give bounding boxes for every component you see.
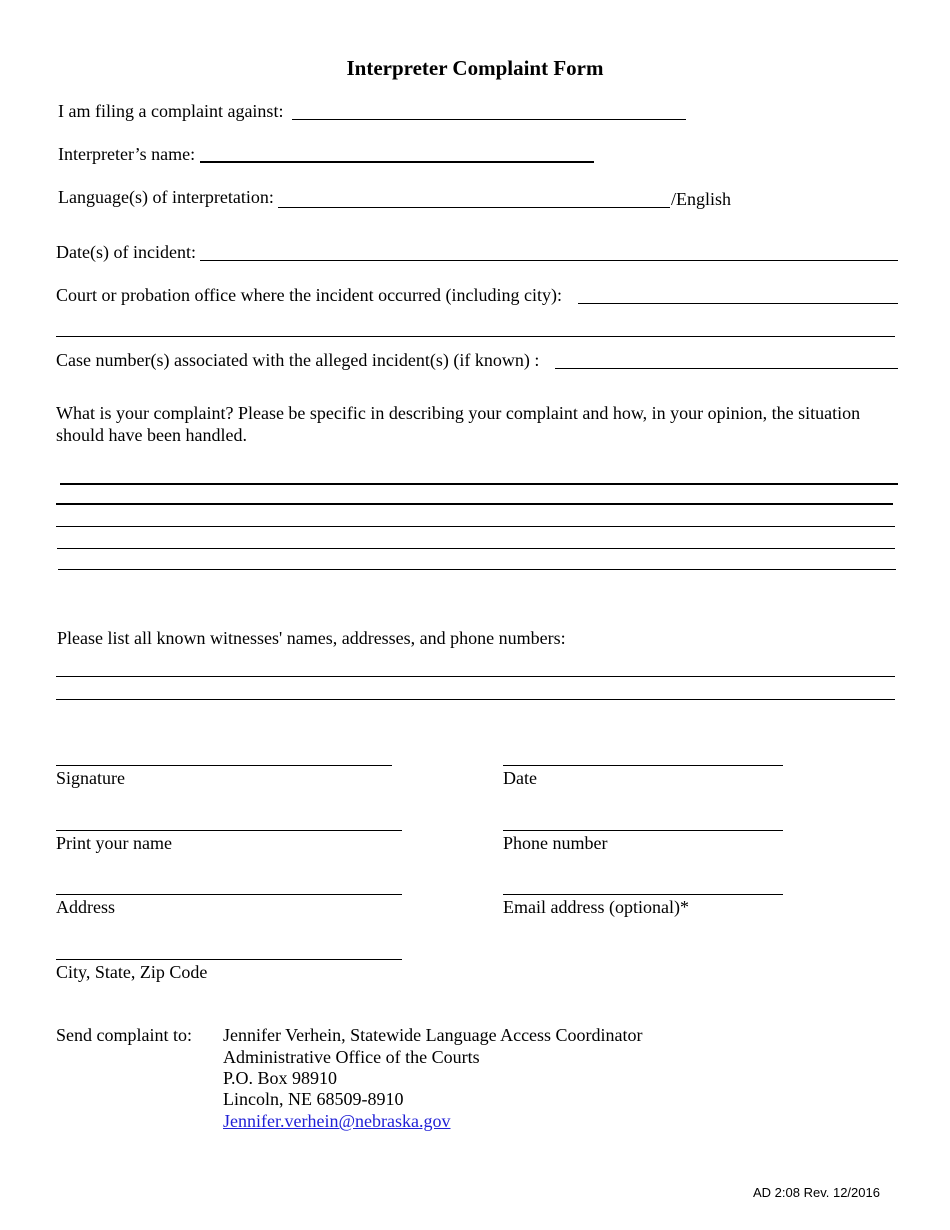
witnesses-line-1[interactable] — [56, 676, 895, 677]
court-office-field-line-2[interactable] — [56, 336, 895, 337]
send-to-office: Administrative Office of the Courts — [223, 1047, 480, 1067]
form-code: AD 2:08 Rev. 12/2016 — [753, 1185, 880, 1200]
complaint-description-line-3[interactable] — [56, 526, 895, 527]
email-field[interactable] — [503, 894, 783, 895]
languages-label: Language(s) of interpretation: — [58, 187, 274, 207]
signature-label: Signature — [56, 768, 125, 788]
interpreter-name-field[interactable] — [200, 161, 594, 163]
case-numbers-field[interactable] — [555, 368, 898, 369]
email-label: Email address (optional)* — [503, 897, 689, 917]
dates-field[interactable] — [200, 260, 898, 261]
city-state-zip-field[interactable] — [56, 959, 402, 960]
address-field[interactable] — [56, 894, 402, 895]
send-to-label: Send complaint to: — [56, 1025, 192, 1045]
send-to-city: Lincoln, NE 68509-8910 — [223, 1089, 404, 1109]
complaint-against-field[interactable] — [292, 119, 686, 120]
complaint-description-line-1[interactable] — [60, 483, 898, 485]
witnesses-prompt: Please list all known witnesses' names, addresses, and phone numbers: — [57, 628, 566, 648]
signature-field[interactable] — [56, 765, 392, 766]
interpreter-name-label: Interpreter’s name: — [58, 144, 196, 164]
complaint-against-label: I am filing a complaint against: — [58, 101, 284, 121]
phone-label: Phone number — [503, 833, 608, 853]
languages-english-suffix: /English — [671, 189, 732, 209]
city-state-zip-label: City, State, Zip Code — [56, 962, 208, 982]
languages-field[interactable] — [278, 207, 670, 208]
page-title: Interpreter Complaint Form — [346, 56, 604, 80]
court-office-field[interactable] — [578, 303, 898, 304]
court-office-label: Court or probation office where the incident occurred (including city): — [56, 285, 562, 305]
send-to-name: Jennifer Verhein, Statewide Language Access Coordinator — [223, 1025, 643, 1045]
send-to-email-link[interactable]: Jennifer.verhein@nebraska.gov — [223, 1111, 451, 1131]
case-numbers-label: Case number(s) associated with the alleged incident(s) (if known) : — [56, 350, 540, 370]
address-label: Address — [56, 897, 115, 917]
witnesses-line-2[interactable] — [56, 699, 895, 700]
print-name-label: Print your name — [56, 833, 172, 853]
complaint-description-line-4[interactable] — [57, 548, 895, 549]
date-label: Date — [503, 768, 537, 788]
dates-label: Date(s) of incident: — [56, 242, 196, 262]
complaint-question-line-1: What is your complaint? Please be specific in describing your complaint and how, in your opinion, the situation — [56, 403, 861, 423]
complaint-description-line-5[interactable] — [58, 569, 896, 570]
phone-field[interactable] — [503, 830, 783, 831]
complaint-description-line-2[interactable] — [56, 503, 893, 505]
date-field[interactable] — [503, 765, 783, 766]
complaint-question-line-2: should have been handled. — [56, 425, 247, 445]
send-to-po-box: P.O. Box 98910 — [223, 1068, 338, 1088]
print-name-field[interactable] — [56, 830, 402, 831]
